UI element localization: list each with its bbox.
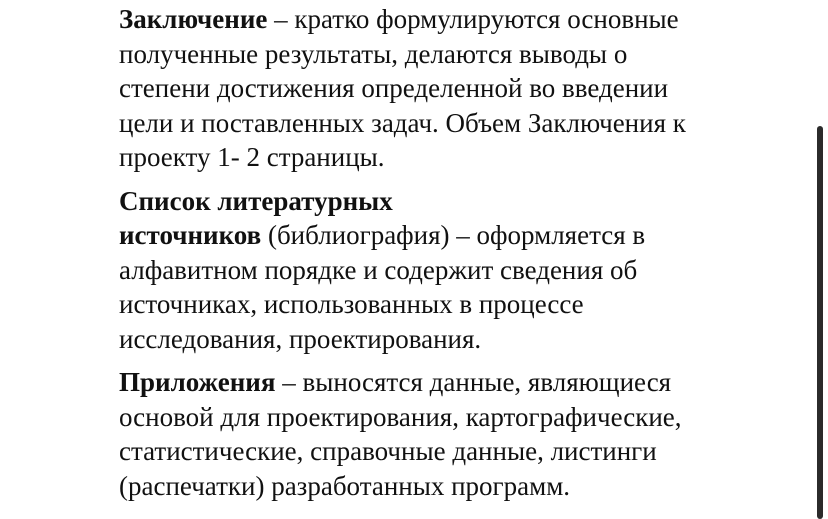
appendices-line-1-text: – выносятся данные, являющиеся (275, 367, 672, 397)
conclusion-line-1-text: – кратко формулируются основные (267, 4, 679, 34)
appendices-line-2: основой для проектирования, картографические, (119, 401, 682, 432)
paragraph-appendices (119, 365, 759, 503)
conclusion-line-3: степени достижения определенной во введении (119, 73, 669, 103)
term-bibliography-line-2: источников (119, 220, 262, 250)
term-appendices: Приложения (119, 367, 276, 397)
vertical-scrollbar[interactable] (817, 126, 823, 519)
appendices-line-4: (распечатки) разработанных программ. (119, 470, 571, 501)
term-conclusion: Заключение (119, 4, 268, 34)
paragraph-conclusion (119, 2, 759, 175)
term-bibliography-line-1: Список литературных (119, 185, 393, 216)
bibliography-line-3: алфавитном порядке и содержит сведения об (119, 254, 638, 285)
conclusion-line-5: проекту 1- 2 страницы. (119, 142, 385, 172)
bibliography-line-2 (119, 218, 759, 253)
appendices-line-3: статистические, справочные данные, листинги (119, 436, 657, 466)
document-body (119, 2, 759, 512)
appendices-line-1 (119, 365, 759, 400)
conclusion-line-1 (119, 2, 759, 37)
bibliography-line-5: исследования, проектирования. (119, 323, 482, 354)
bibliography-line-2-text: (библиография) – оформляется в (261, 220, 646, 250)
paragraph-bibliography (119, 184, 759, 357)
conclusion-line-4: цели и поставленных задач. Объем Заключения к (119, 107, 686, 138)
bibliography-line-4: источниках, использованных в процессе (119, 289, 584, 319)
conclusion-line-2: полученные результаты, делаются выводы о (119, 38, 628, 69)
